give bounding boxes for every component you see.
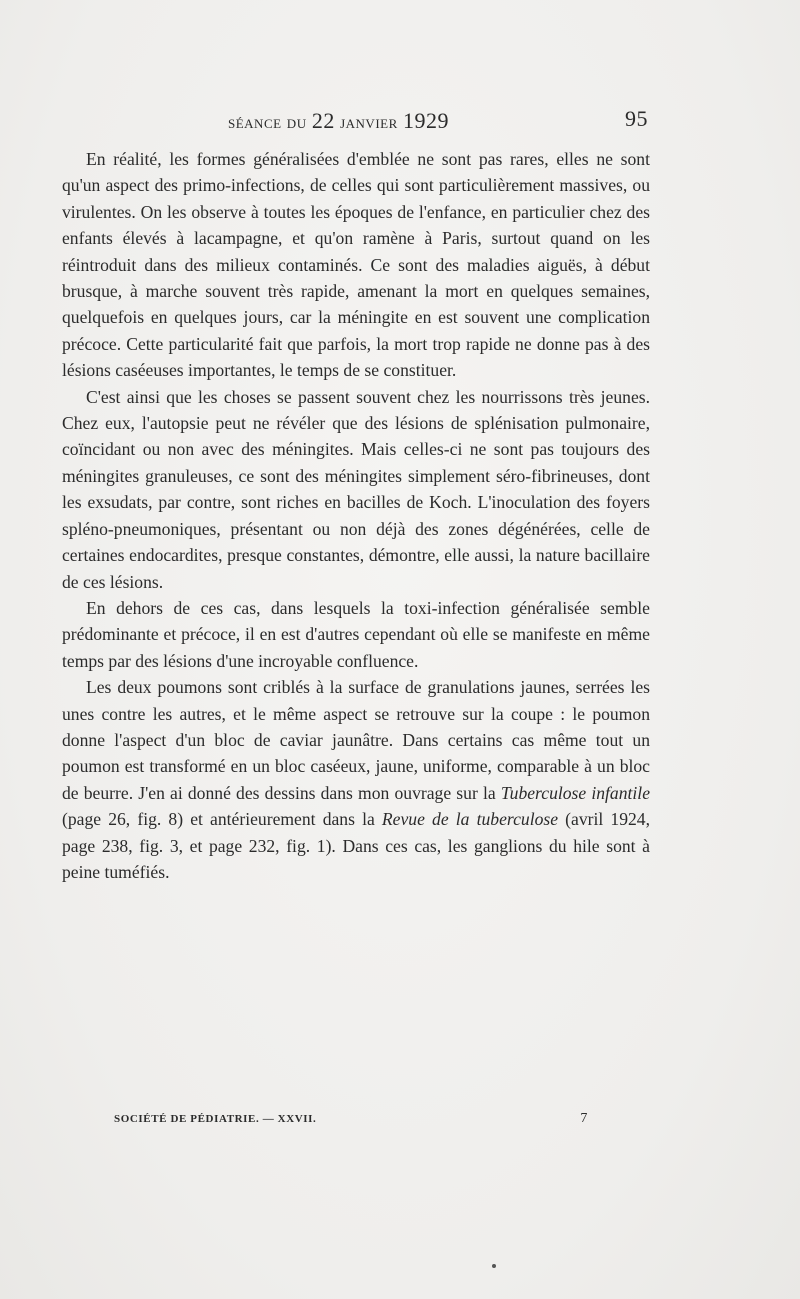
paragraph-1: En réalité, les formes généralisées d'emblée ne sont pas rares, elles ne sont qu'un aspect des primo-infections, de celles qui sont particulièrement massives, ou virulentes. On les observe à toutes les époques de l'enfance, en particulier chez des enfants élevés à lacampagne, et qu'on ramène à Paris, surtout quand on les réintroduit dans des milieux contaminés. Ce sont des maladies aiguës, à début brusque, à marche souvent très rapide, amenant la mort en quelques semaines, quelquefois en quelques jours, car la méningite en est souvent une complication précoce. Cette particularité fait que parfois, la mort trop rapide ne donne pas à des lésions caséeuses importantes, le temps de se constituer. (62, 149, 650, 381)
running-head-month: janvier (340, 112, 398, 133)
signature-line (114, 1113, 588, 1133)
paragraph-4-text-2: (page 26, fig. 8) et antérieurement dans la (62, 809, 382, 830)
paragraph-2: C'est ainsi que les choses se passent souvent chez les nourrissons très jeunes. Chez eux, l'autopsie peut ne révéler que des lésions de splénisation pulmonaire, coïncidant ou non avec des méningites. Mais celles-ci ne sont pas toujours des méningites granuleuses, ce sont des méningites simplement séro-fibrineuses, dont les exsudats, par contre, sont riches en bacilles de Koch. L'inoculation des foyers spléno-pneumoniques, présentant ou non déjà des zones dégénérées, celle de certaines endocardites, presque constantes, démontre, elle aussi, la nature bacillaire de ces lésions. (62, 386, 650, 592)
paragraph-4-text: Les deux poumons sont criblés à la surface de granulations jaunes, serrées les unes contre les autres, et le même aspect se retrouve sur la coupe : le poumon donne l'aspect d'un bloc de caviar jaunâtre. Dans certains cas même tout un poumon est transformé en un bloc caséeux, jaune, uniforme, comparable à un bloc de beurre. J'en ai donné des dessins dans mon ouvrage sur la (62, 677, 650, 803)
running-head-year: 1929 (403, 108, 450, 133)
running-head-prefix: séance du (228, 112, 307, 133)
paragraph-4 (62, 674, 650, 885)
signature-number: 7 (580, 1111, 588, 1126)
paragraph-4-text-3: (avril 1924, page 238, fig. 3, et page 232, fig. 1). Dans ces cas, les ganglions du hile sont à peine tuméfiés. (62, 809, 650, 882)
journal-title-revue-tuberculose: Revue de la tuberculose (381, 809, 559, 830)
page-number: 95 (625, 106, 648, 131)
running-head-day: 22 (311, 108, 335, 133)
paragraph-3: En dehors de ces cas, dans lesquels la toxi-infection généralisée semble prédominante et précoce, il en est d'autres cependant où elle se manifeste en même temps par des lésions d'une incroyable confluence. (62, 597, 650, 671)
running-head-title (228, 108, 449, 134)
ink-speck (492, 1264, 496, 1268)
body-text (62, 146, 650, 885)
running-head (228, 108, 648, 138)
book-title-tuberculose-infantile: Tuberculose infantile (500, 782, 650, 803)
signature-mark: SOCIÉTÉ DE PÉDIATRIE. — XXVII. (114, 1113, 317, 1125)
